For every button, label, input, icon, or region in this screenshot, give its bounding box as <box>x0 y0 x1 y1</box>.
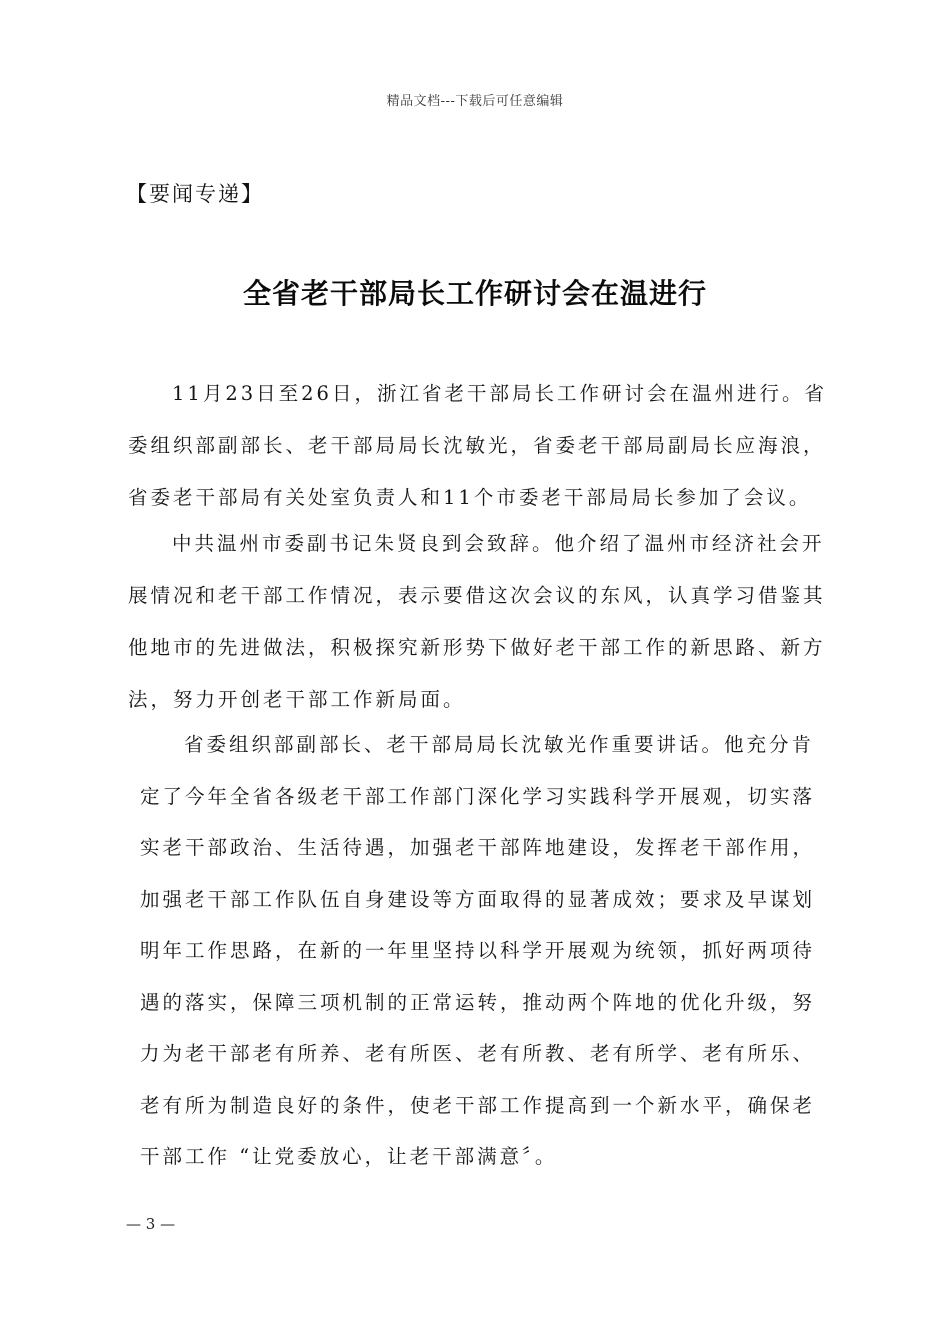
paragraph-line: 定了今年全省各级老干部工作部门深化学习实践科学开展观，切实落 <box>140 784 816 808</box>
paragraph-line: 委组织部副部长、老干部局局长沈敏光，省委老干部局副局长应海浪， <box>128 434 826 457</box>
paragraph-line: 老有所为制造良好的条件，使老干部工作提高到一个新水平，确保老 <box>140 1093 816 1117</box>
paragraph-line: 11月23日至26日，浙江省老干部局长工作研讨会在温州进行。省 <box>172 382 827 405</box>
paragraph-line: 他地市的先进做法，积极探究新形势下做好老干部工作的新思路、新方 <box>128 636 826 659</box>
paragraph-line: 遇的落实，保障三项机制的正常运转，推动两个阵地的优化升级，努 <box>140 990 816 1014</box>
section-tag: 【要闻专递】 <box>126 182 264 206</box>
paragraph-line: 中共温州市委副书记朱贤良到会致辞。他介绍了温州市经济社会开 <box>172 532 825 555</box>
paragraph-line: 明年工作思路，在新的一年里坚持以科学开展观为统领，抓好两项待 <box>140 939 816 962</box>
paragraph-line: 展情况和老干部工作情况，表示要借这次会议的东风，认真学习借鉴其 <box>128 584 826 607</box>
paragraph-3 <box>140 719 830 1183</box>
paragraph-line: 力为老干部老有所养、老有所医、老有所教、老有所学、老有所乐、 <box>140 1042 816 1065</box>
paragraph-line: 干部工作 “让党委放心，让老干部满意〞。 <box>140 1145 558 1168</box>
document-title: 全省老干部局长工作研讨会在温进行 <box>242 277 707 310</box>
paragraph-line: 加强老干部工作队伍自身建设等方面取得的显著成效；要求及早谋划 <box>140 887 816 911</box>
paragraph-line: 法，努力开创老干部工作新局面。 <box>128 688 466 711</box>
page-number: — 3 — <box>126 1215 176 1233</box>
paragraph-line: 省委组织部副部长、老干部局局长沈敏光作重要讲话。他充分肯 <box>184 733 815 756</box>
paragraph-line: 省委老干部局有关处室负责人和11个市委老干部局局长参加了会议。 <box>128 486 812 509</box>
paragraph-1 <box>128 368 828 524</box>
paragraph-line: 实老干部政治、生活待遇，加强老干部阵地建设，发挥老干部作用， <box>140 836 816 859</box>
paragraph-2 <box>128 518 828 726</box>
document-header-note: 精品文档---下载后可任意编辑 <box>386 94 564 109</box>
